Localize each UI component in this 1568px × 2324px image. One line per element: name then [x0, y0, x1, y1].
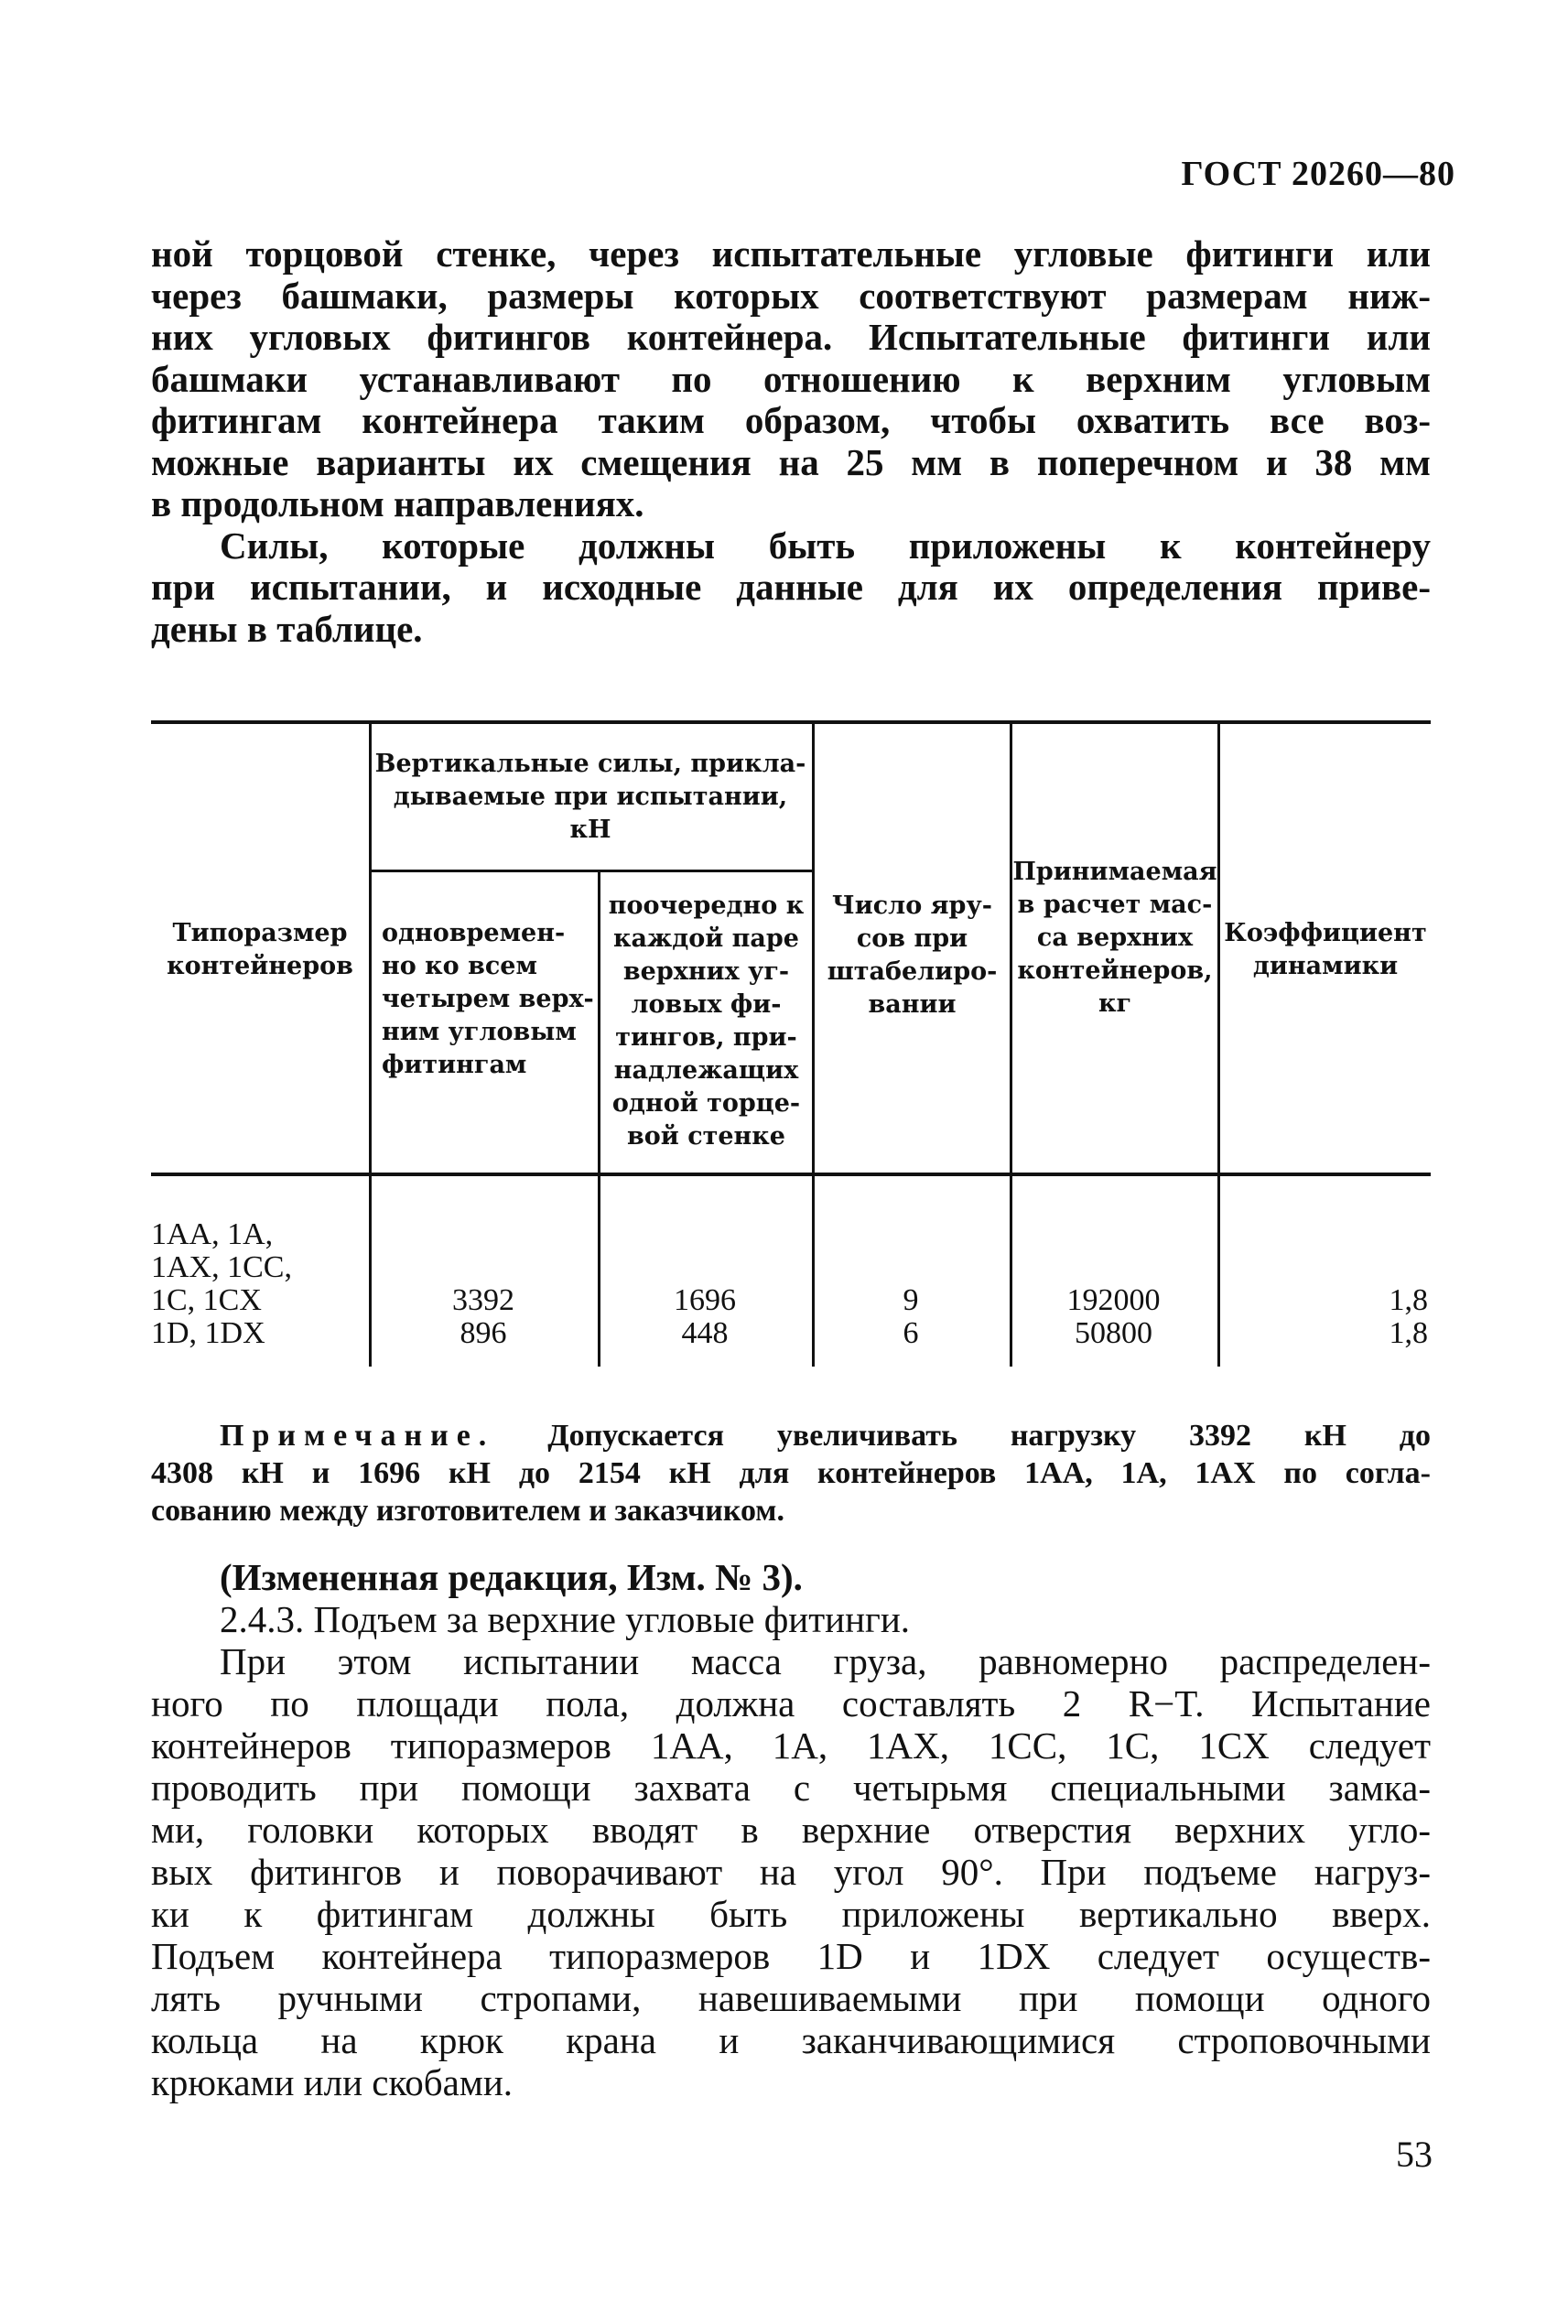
text-line: При этом испытании масса груза, равномерно распределен-: [220, 1640, 1431, 1682]
note-line: [151, 1417, 1431, 1454]
table-subheader-rule: [369, 870, 812, 872]
note-line: сованию между изготовителем и заказчиком.: [151, 1494, 784, 1528]
header-line: в расчет мас-: [1017, 891, 1213, 919]
table-row-1-size: [151, 1218, 369, 1350]
intro-text: [151, 233, 1431, 650]
table-cell: 9: [903, 1283, 919, 1317]
header-line: Число яру-: [832, 892, 992, 920]
header-line: дываемые при испытании,: [393, 783, 788, 811]
table-cell: 3392: [452, 1283, 514, 1317]
text-line: ки к фитингам должны быть приложены вертикально вверх.: [151, 1893, 1431, 1935]
header-mass: [1012, 856, 1217, 1021]
text-line: ми, головки которых вводят в верхние отверстия верхних угло-: [151, 1809, 1431, 1851]
header-alternately: [600, 890, 812, 1153]
header-line: но ко всем: [382, 952, 537, 980]
note-line: 4308 кН и 1696 кН до 2154 кН для контейнеров 1AA, 1A, 1AX по согла-: [151, 1456, 1431, 1490]
header-line: са верхних: [1036, 924, 1194, 952]
header-line: штабелиро-: [827, 957, 998, 986]
header-line: тингов, при-: [615, 1023, 797, 1052]
text-line: дены в таблице.: [151, 607, 423, 650]
text-line: можные варианты их смещения на 25 мм в поперечном и 38 мм: [151, 440, 1431, 483]
table-col-divider: [1217, 720, 1220, 1367]
text-line: кольца на крюк крана и заканчивающимися строповочными: [151, 2019, 1431, 2061]
table-note: [151, 1417, 1431, 1530]
header-line: фитингам: [382, 1051, 527, 1079]
header-line: Коэффициент: [1224, 919, 1427, 947]
table-col-tiers: [812, 1284, 1010, 1350]
table-col-simultaneous: [369, 1284, 598, 1350]
table-col-coef: [1217, 1284, 1428, 1350]
header-line: контейнеров,: [1017, 957, 1213, 985]
header-line: верхних уг-: [622, 957, 790, 986]
text-line: при испытании, и исходные данные для их определения приве-: [151, 566, 1431, 608]
table-cell: 1D, 1DX: [151, 1316, 265, 1350]
header-line: Типоразмер: [172, 919, 348, 947]
text-line: Подъем контейнера типоразмеров 1D и 1DX следует осуществ-: [151, 1935, 1431, 1977]
note-text: Допускается увеличивать нагрузку 3392 кН до: [547, 1419, 1432, 1453]
header-line: четырем верх-: [382, 985, 594, 1013]
header-vertical-forces: [369, 748, 812, 847]
table-cell: 1,8: [1389, 1283, 1428, 1317]
note-label: Примечание.: [220, 1419, 495, 1453]
header-line: Принимаемая: [1012, 858, 1217, 886]
header-coef: [1220, 917, 1431, 983]
section-2-4-3: [151, 1556, 1431, 2103]
table-cell: 448: [681, 1316, 729, 1350]
header-line: вой стенке: [627, 1122, 785, 1151]
table-col-mass: [1010, 1284, 1217, 1350]
text-line: в продольном направлениях.: [151, 482, 644, 524]
text-line: вых фитингов и поворачивают на угол 90°. При подъеме нагруз-: [151, 1851, 1431, 1893]
table-cell: 1696: [674, 1283, 736, 1317]
text-line: них угловых фитингов контейнера. Испытательные фитинги или: [151, 316, 1431, 358]
section-title: 2.4.3. Подъем за верхние угловые фитинги.: [220, 1598, 911, 1640]
text-line: Силы, которые должны быть приложены к контейнеру: [220, 524, 1431, 567]
header-line: вании: [868, 990, 957, 1019]
edition-note: (Измененная редакция, Изм. № 3).: [220, 1556, 803, 1598]
forces-table: [151, 720, 1431, 1367]
text-line: лять ручными стропами, навешиваемыми при помощи одного: [151, 1977, 1431, 2019]
table-col-divider: [1010, 720, 1012, 1367]
text-line: башмаки устанавливают по отношению к верхним угловым: [151, 357, 1431, 400]
text-line: крюками или скобами.: [151, 2061, 514, 2103]
header-line: надлежащих: [613, 1056, 799, 1085]
table-header-rule: [151, 1173, 1431, 1176]
table-cell: 896: [460, 1316, 507, 1350]
table-cell: 1C, 1CX: [151, 1283, 262, 1317]
table-col-alternately: [598, 1284, 812, 1350]
text-line: фитингам контейнера таким образом, чтобы охватить все воз-: [151, 399, 1431, 441]
table-cell: 50800: [1075, 1316, 1152, 1350]
header-line: одновремен-: [382, 919, 566, 947]
table-col-divider: [812, 720, 815, 1367]
header-line: ловых фи-: [631, 990, 782, 1019]
document-header: ГОСТ 20260—80: [1181, 155, 1455, 193]
table-cell: 1AX, 1CC,: [151, 1250, 292, 1284]
table-cell: 6: [903, 1316, 919, 1350]
table-top-rule: [151, 720, 1431, 724]
header-line: каждой паре: [612, 924, 799, 953]
header-line: контейнеров: [167, 952, 353, 980]
header-simultaneous: [382, 917, 598, 1082]
header-size: [151, 917, 369, 983]
header-line: сов при: [856, 924, 968, 953]
header-line: поочередно к: [608, 892, 805, 920]
table-cell: 1AA, 1A,: [151, 1217, 274, 1251]
header-line: одной торце-: [611, 1089, 801, 1118]
header-line: Вертикальные силы, прикла-: [374, 750, 806, 778]
text-line: контейнеров типоразмеров 1AA, 1A, 1AX, 1CC, 1C, 1CX следует: [151, 1724, 1431, 1767]
text-line: ной торцовой стенке, через испытательные угловые фитинги или: [151, 232, 1431, 275]
table-cell: 1,8: [1389, 1316, 1428, 1350]
header-line: кН: [569, 816, 611, 844]
header-tiers: [815, 890, 1010, 1021]
header-line: ним угловым: [382, 1018, 577, 1046]
table-cell: 192000: [1066, 1283, 1161, 1317]
text-line: ного по площади пола, должна составлять 2 R−T. Испытание: [151, 1682, 1431, 1724]
header-line: динамики: [1252, 952, 1399, 980]
text-line: через башмаки, размеры которых соответствуют размерам ниж-: [151, 274, 1431, 317]
page-number: 53: [1396, 2134, 1433, 2175]
header-line: кг: [1098, 989, 1132, 1018]
text-line: проводить при помощи захвата с четырьмя специальными замка-: [151, 1767, 1431, 1809]
